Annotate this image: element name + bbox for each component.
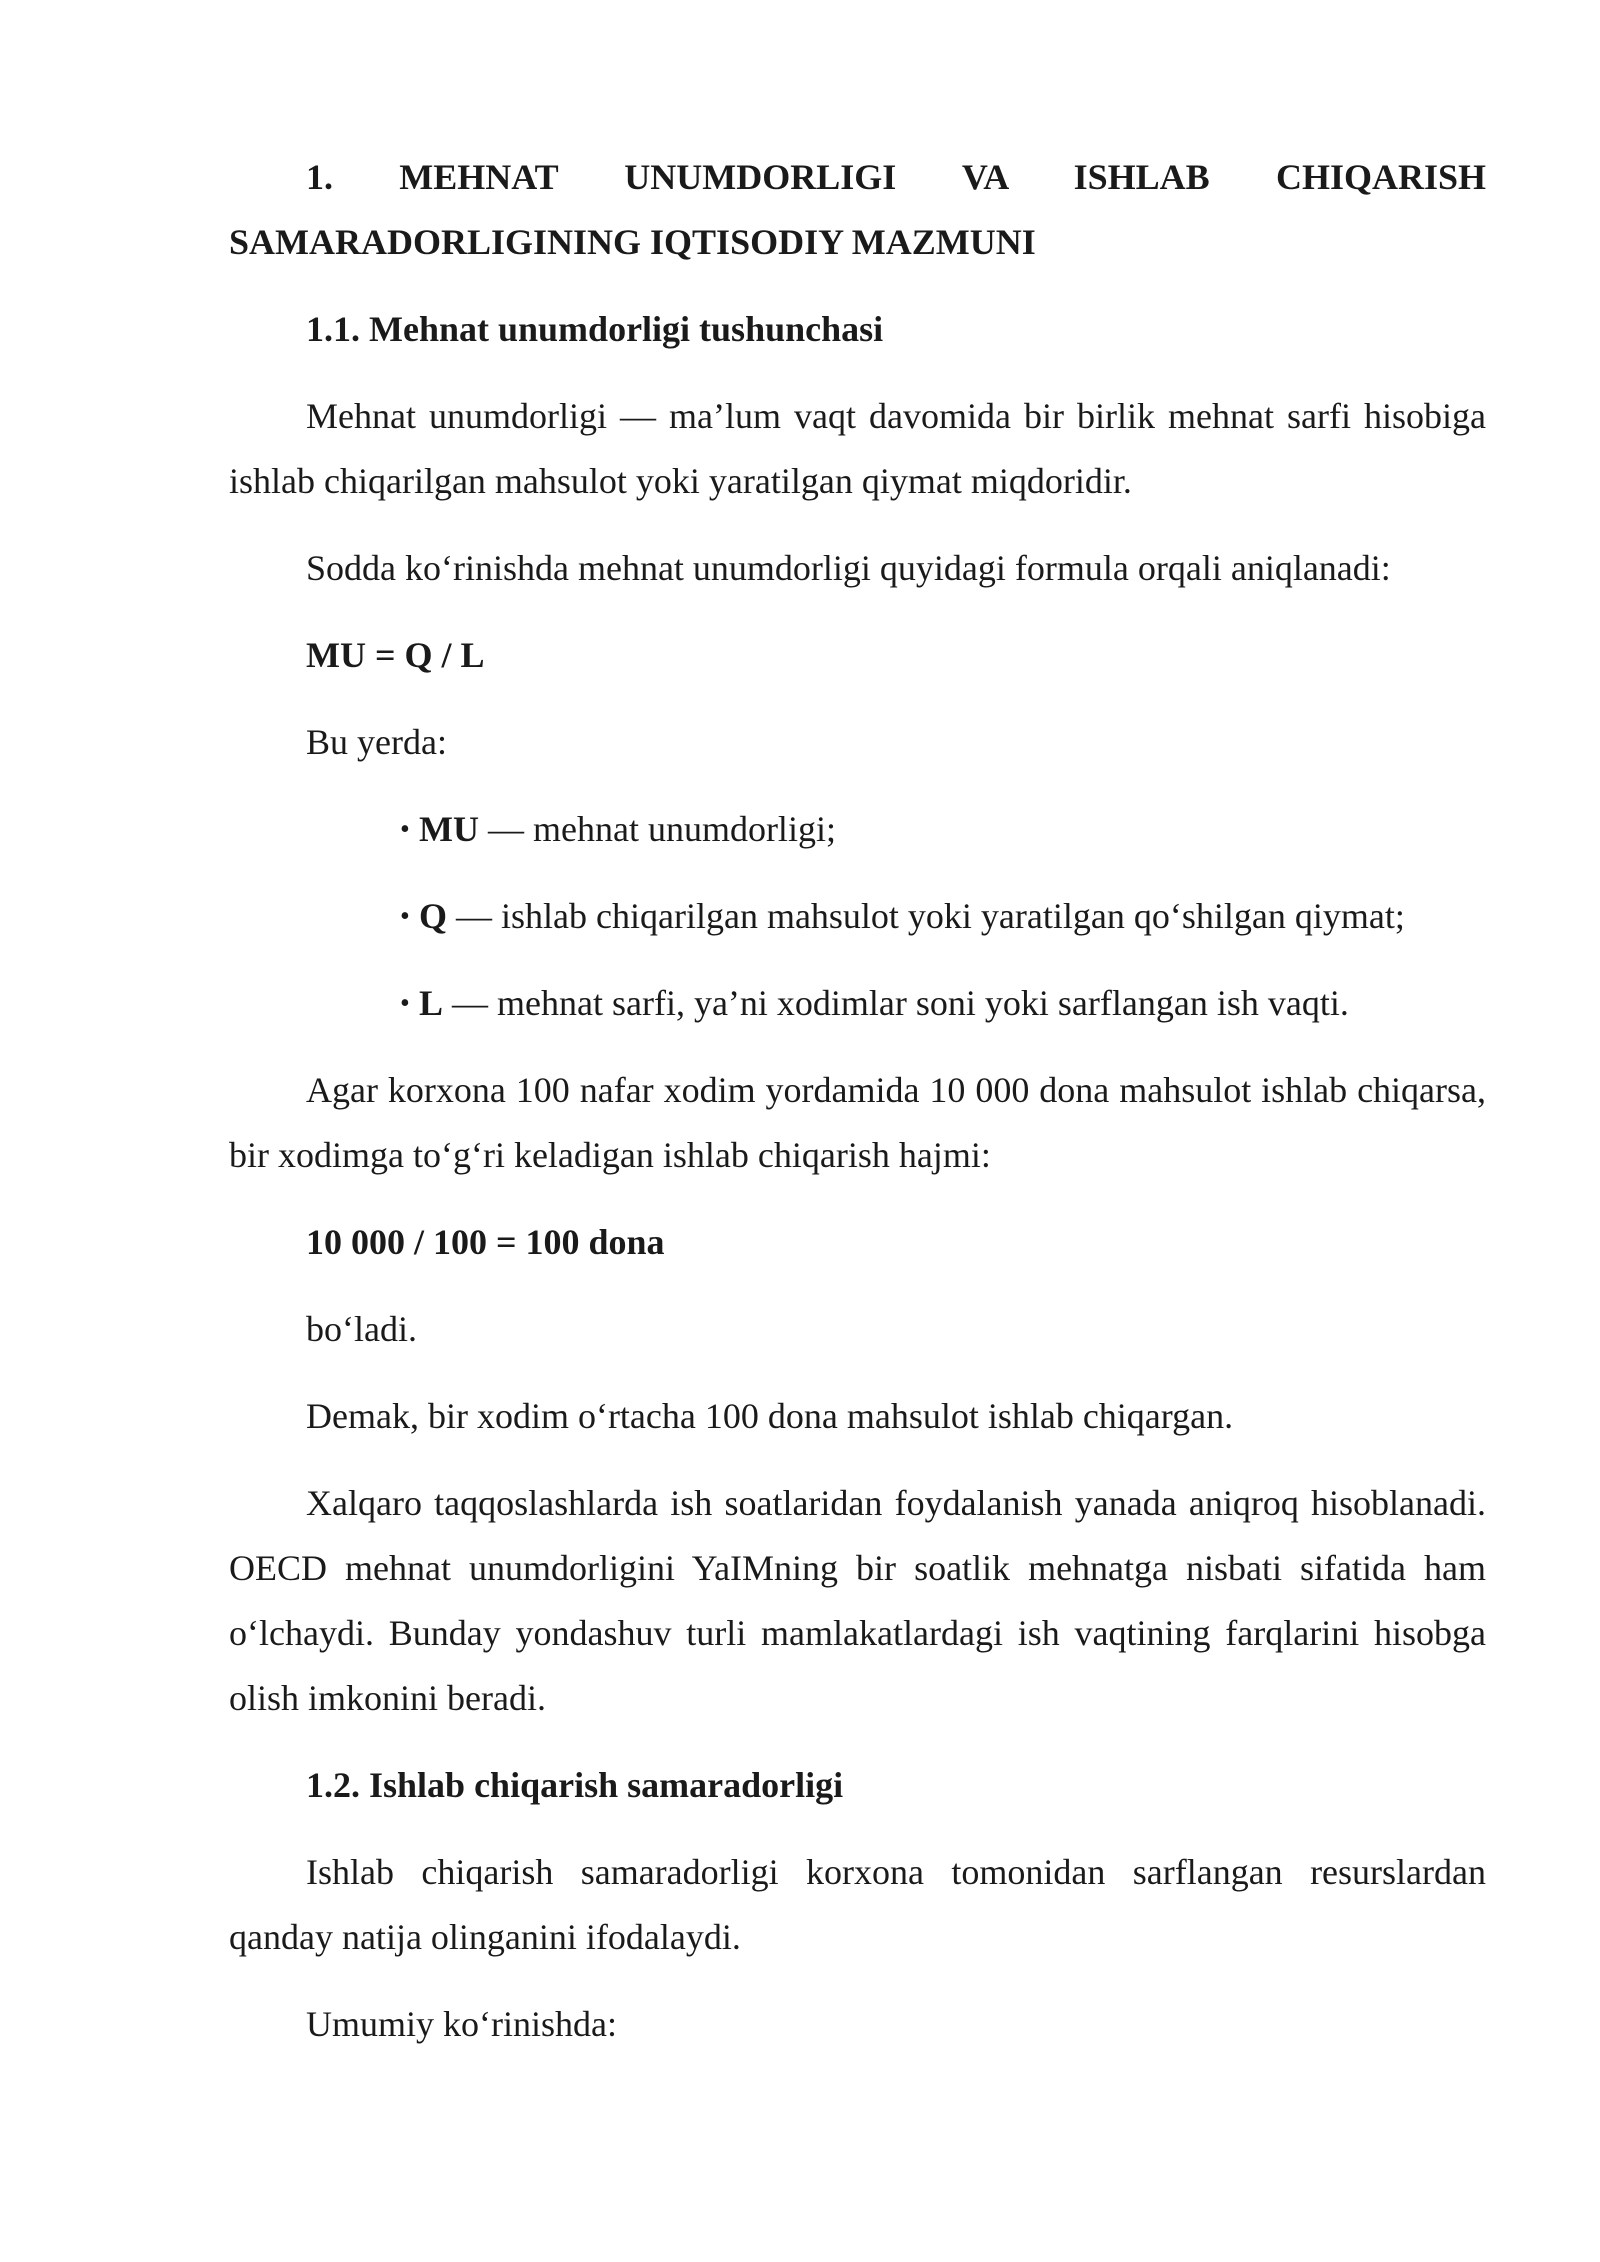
conclusion-paragraph: Demak, bir xodim o‘rtacha 100 dona mahsulot ishlab chiqargan.: [306, 1396, 1234, 1436]
bullet-icon: •: [400, 901, 410, 932]
international-paragraph: Xalqaro taqqoslashlarda ish soatlaridan foydalanish yanada aniqroq hisoblanadi. OECD mehnat unumdorligini YaIMning bir soatlik mehnatga nisbati sifatida ham o‘lchaydi. Bunday yondashuv turli mamlakatlardagi ish vaqtining farqlarini hisobga olish imkonini beradi.: [229, 1483, 1486, 1718]
section-heading-1-2: 1.2. Ishlab chiqarish samaradorligi: [306, 1765, 844, 1805]
list-item: [229, 884, 1486, 949]
where-label: Bu yerda:: [306, 722, 447, 762]
example-paragraph: Agar korxona 100 nafar xodim yordamida 10 000 dona mahsulot ishlab chiqarsa, bir xodimga to‘g‘ri keladigan ishlab chiqarish hajmi:: [229, 1070, 1486, 1175]
efficiency-definition-paragraph: Ishlab chiqarish samaradorligi korxona tomonidan sarflangan resurslardan qanday natija olinganini ifodalaydi.: [229, 1852, 1486, 1957]
formula-intro-paragraph: Sodda ko‘rinishda mehnat unumdorligi quyidagi formula orqali aniqlanadi:: [306, 548, 1391, 588]
document-title: 1. MEHNAT UNUMDORLIGI VA ISHLAB CHIQARISH SAMARADORLIGINING IQTISODIY MAZMUNI: [229, 157, 1486, 262]
section-heading-1-1: 1.1. Mehnat unumdorligi tushunchasi: [306, 309, 884, 349]
bullet-icon: •: [400, 814, 410, 845]
variable-list: [229, 797, 1486, 1036]
list-item-text: — mehnat sarfi, ya’ni xodimlar soni yoki sarflangan ish vaqti.: [443, 983, 1349, 1023]
list-item-text: — ishlab chiqarilgan mahsulot yoki yaratilgan qo‘shilgan qiymat;: [447, 896, 1405, 936]
example-formula: 10 000 / 100 = 100 dona: [306, 1222, 665, 1262]
bullet-icon: •: [400, 988, 410, 1019]
list-item: [229, 797, 1486, 862]
list-item-term: L: [419, 983, 444, 1023]
general-form-label: Umumiy ko‘rinishda:: [306, 2004, 617, 2044]
formula: MU = Q / L: [306, 635, 485, 675]
definition-paragraph: Mehnat unumdorligi — ma’lum vaqt davomida bir birlik mehnat sarfi hisobiga ishlab chiqarilgan mahsulot yoki yaratilgan qiymat miqdoridir.: [229, 396, 1486, 501]
document-page: [229, 145, 1486, 2079]
list-item-term: MU: [419, 809, 479, 849]
example-result: bo‘ladi.: [306, 1309, 417, 1349]
list-item: [229, 971, 1486, 1036]
list-item-text: — mehnat unumdorligi;: [478, 809, 836, 849]
list-item-term: Q: [419, 896, 448, 936]
